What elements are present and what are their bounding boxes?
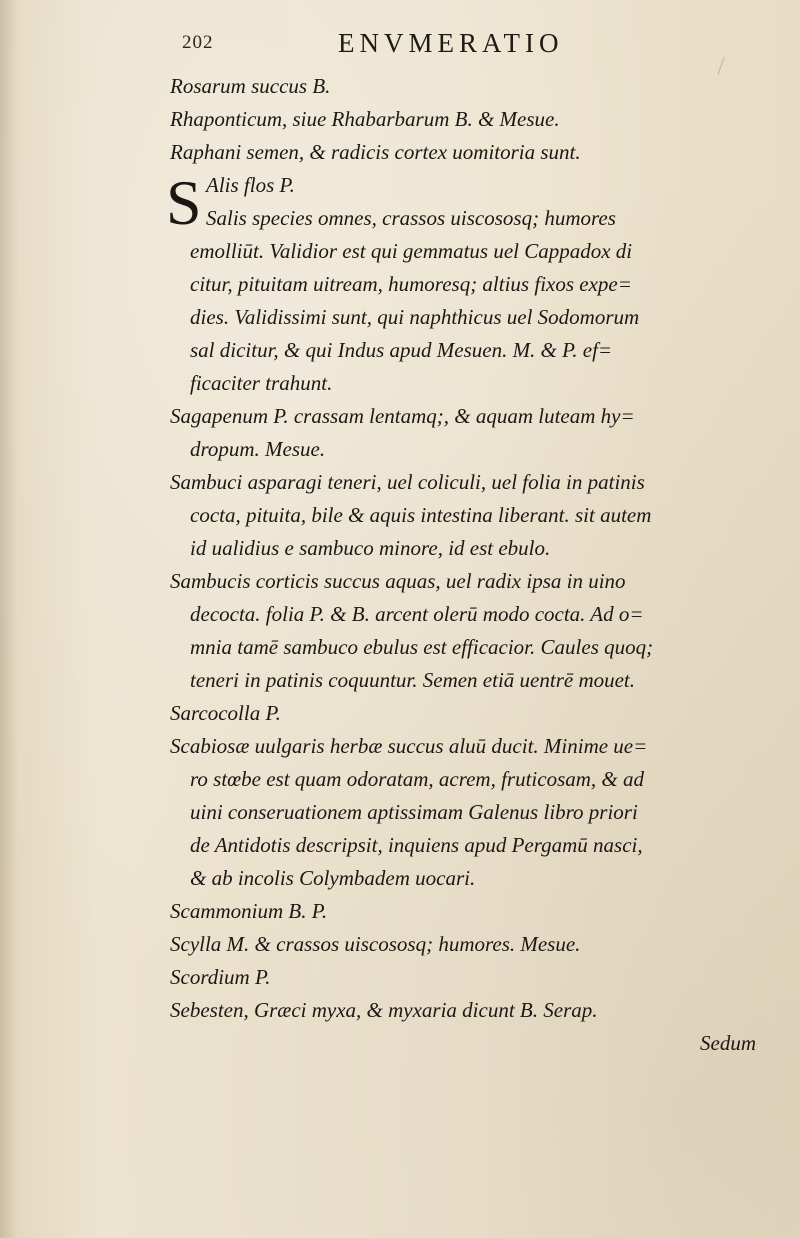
text-line: id ualidius e sambuco minore, id est ebulo. xyxy=(190,536,551,560)
text-line: decocta. folia P. & B. arcent olerū modo cocta. Ad o= xyxy=(190,602,644,626)
text-line: Sagapenum P. crassam lentamq;, & aquam luteam hy= xyxy=(170,404,635,428)
text-line: Scammonium B. P. xyxy=(170,899,328,923)
text-line: mnia tamē sambuco ebulus est efficacior. Caules quoq; xyxy=(190,635,654,659)
text-line: Raphani semen, & radicis cortex uomitoria sunt. xyxy=(170,140,581,164)
text-line: teneri in patinis coquuntur. Semen etiā uentrē mouet. xyxy=(190,668,636,692)
running-head: ENVMERATIO xyxy=(338,28,564,58)
text-line: sal dicitur, & qui Indus apud Mesuen. M. & P. ef= xyxy=(190,338,613,362)
text-line: Sarcocolla P. xyxy=(170,701,281,725)
catchword: Sedum xyxy=(700,1031,756,1055)
text-line: Salis species omnes, crassos uiscososq; humores xyxy=(206,206,616,230)
text-line: Sebesten, Græci myxa, & myxaria dicunt B. Serap. xyxy=(170,998,598,1022)
text-line: Scylla M. & crassos uiscososq; humores. Mesue. xyxy=(170,932,581,956)
text-line: ro stœbe est quam odoratam, acrem, fruticosam, & ad xyxy=(190,767,645,791)
drop-cap: S xyxy=(166,167,202,238)
text-block xyxy=(166,70,770,1060)
text-line: Alis flos P. xyxy=(206,173,295,197)
text-line: Sambuci asparagi teneri, uel coliculi, uel folia in patinis xyxy=(170,470,645,494)
text-line: cocta, pituita, bile & aquis intestina liberant. sit autem xyxy=(190,503,652,527)
text-line: emolliūt. Validior est qui gemmatus uel Cappadox di xyxy=(190,239,633,263)
text-line: Scordium P. xyxy=(170,965,271,989)
text-line: ficaciter trahunt. xyxy=(190,371,333,395)
text-line: citur, pituitam uitream, humoresq; altius fixos expe= xyxy=(190,272,632,296)
text-line: Rosarum succus B. xyxy=(170,74,331,98)
text-line: & ab incolis Colymbadem uocari. xyxy=(190,866,476,890)
text-line: Rhaponticum, siue Rhabarbarum B. & Mesue. xyxy=(170,107,560,131)
text-line: dies. Validissimi sunt, qui naphthicus uel Sodomorum xyxy=(190,305,640,329)
text-line: Sambucis corticis succus aquas, uel radix ipsa in uino xyxy=(170,569,626,593)
text-line: Scabiosæ uulgaris herbæ succus aluū ducit. Minime ue= xyxy=(170,734,648,758)
text-line: dropum. Mesue. xyxy=(190,437,326,461)
page-header xyxy=(0,28,800,68)
text-line: uini conseruationem aptissimam Galenus libro priori xyxy=(190,800,638,824)
page-gutter-shadow xyxy=(0,0,18,1238)
page-number: 202 xyxy=(182,32,214,53)
text-line: de Antidotis descripsit, inquiens apud Pergamū nasci, xyxy=(190,833,643,857)
